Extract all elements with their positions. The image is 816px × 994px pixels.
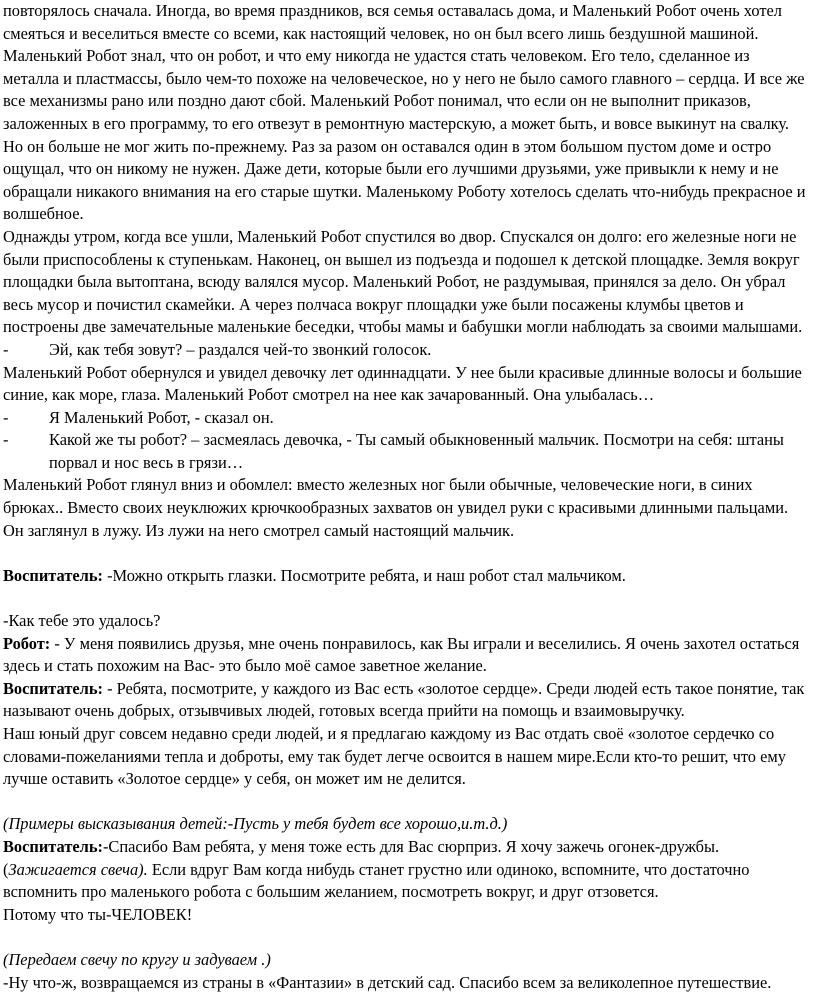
educator-line-1: [3, 565, 806, 588]
dialogue-text: Какой же ты робот? – засмеялась девочка, - Ты самый обыкновенный мальчик. Посмотри на себя: штаны порвал и нос весь в грязи…: [49, 430, 784, 472]
dialogue-text: Эй, как тебя зовут? – раздался чей-то звонкий голосок.: [49, 339, 432, 359]
blank-line: [3, 587, 806, 610]
speaker-label: Робот:: [3, 633, 51, 653]
educator-line-4: [3, 836, 806, 904]
stage-direction: [3, 949, 806, 972]
blank-line: [3, 926, 806, 949]
speaker-text: Если вдруг Вам когда нибудь станет грустно или одиноко, вспомните, что достаточно вспомнить про маленького робота с большим желанием, посмотреть вокруг, и друг отзовется.: [3, 859, 750, 902]
dialogue-text: Я Маленький Робот, - сказал он.: [49, 407, 274, 427]
italic-note: (Передаем свечу по кругу и задуваем .): [3, 949, 271, 969]
educator-line-3: Наш юный друг совсем недавно среди людей, и я предлагаю каждому из Вас отдать своё «золотое сердечко со словами-пожеланиями тепла и доброты, ему так будет легче освоится в нашем мире.Если кто-то решит, что ему лучше оставить «Золотое сердце» у себя, он может им не делится.: [3, 724, 786, 789]
story-paragraph-4: Маленький Робот глянул вниз и обомлел: вместо железных ног были обычные, человеческие ноги, в синих брюках.. Вместо своих неуклюжих крючкообразных захватов он увидел руки с красивыми длинными пальцами. Он заглянул в лужу. Из лужи на него смотрел самый настоящий мальчик.: [3, 475, 789, 540]
story-paragraph-2: Однажды утром, когда все ушли, Маленький Робот спустился во двор. Спускался он долго: его железные ноги не были приспособлены к ступенькам. Наконец, он вышел из подъезда и подошел к детской площадке. Земля вокруг площадки была вытоптана, всюду валялся мусор. Маленький Робот, не раздумывая, принялся за дело. Он убрал весь мусор и почистил скамейки. А через полчаса вокруг площадки уже были посажены клумбы цветов и построены две замечательные маленькие беседки, чтобы мамы и бабушки могли наблюдать за своими малышами.: [3, 226, 803, 337]
speaker-text: - У меня появились друзья, мне очень понравилось, как Вы играли и веселились. Я очень захотел остаться здесь и стать похожим на Вас- это было моё самое заветное желание.: [3, 633, 800, 676]
dialogue-line-1: [3, 339, 806, 362]
robot-line: [3, 633, 806, 678]
speaker-label: Воспитатель:: [3, 565, 103, 585]
speaker-text: -Можно открыть глазки. Посмотрите ребята, и наш робот стал мальчиком.: [102, 565, 626, 585]
closing-line: Потому что ты-ЧЕЛОВЕК!: [3, 904, 193, 924]
educator-line-2: [3, 678, 806, 723]
dash-mark: -: [3, 339, 9, 359]
italic-note: (Примеры высказывания детей:-Пусть у тебя будет все хорошо,и.т.д.): [3, 814, 508, 834]
examples-note: [3, 813, 806, 836]
dialogue-line-2: [3, 407, 806, 430]
speaker-label: Воспитатель:: [3, 836, 103, 856]
speaker-text: - Ребята, посмотрите, у каждого из Вас есть «золотое сердце». Среди людей есть такое понятие, так называют очень добрых, отзывчивых людей, готовых всегда прийти на помощь и взаимовыручку.: [3, 678, 805, 721]
story-paragraph-1: повторялось сначала. Иногда, во время праздников, вся семья оставалась дома, и Маленький Робот очень хотел смеяться и веселиться вместе со всеми, как настоящий человек, но он был всего лишь бездушной машиной. Маленький Робот знал, что он робот, и что ему никогда не удастся стать человеком. Его тело, сделанное из металла и пластмассы, было чем-то похоже на человеческое, но у него не было самого главного – сердца. И все же все механизмы рано или поздно дают сбой. Маленький Робот понимал, что если он не выполнит приказов, заложенных в его программу, то его отвезут в ремонтную мастерскую, а может быть, и вовсе выкинут на свалку. Но он больше не мог жить по-прежнему. Раз за разом он оставался один в этом большом пустом доме и остро ощущал, что он никому не нужен. Даже дети, которые были его лучшими друзьями, уже привыкли к нему и не обращали никакого внимания на его старые шутки. Маленькому Роботу хотелось сделать что-нибудь прекрасное и волшебное.: [3, 1, 806, 224]
speaker-label: Воспитатель:: [3, 678, 103, 698]
story-paragraph-3: Маленький Робот обернулся и увидел девочку лет одиннадцати. У нее были красивые длинные волосы и большие синие, как море, глаза. Маленький Робот смотрел на нее как зачарованный. Она улыбалась…: [3, 362, 802, 405]
speaker-text: -Спасибо Вам ребята, у меня тоже есть для Вас сюрприз. Я хочу зажечь огонек-дружбы. (: [3, 836, 720, 879]
italic-note: Зажигается свеча).: [8, 859, 148, 879]
dash-mark: -: [3, 407, 9, 427]
final-line: -Ну что-ж, возвращаемся из страны в «Фантазии» в детский сад. Спасибо всем за великолепное путешествие.: [3, 972, 772, 992]
dialogue-line-3: [3, 429, 806, 474]
question-line: -Как тебе это удалось?: [3, 611, 161, 631]
blank-line: [3, 791, 806, 814]
dash-mark: -: [3, 430, 9, 450]
blank-line: [3, 542, 806, 565]
